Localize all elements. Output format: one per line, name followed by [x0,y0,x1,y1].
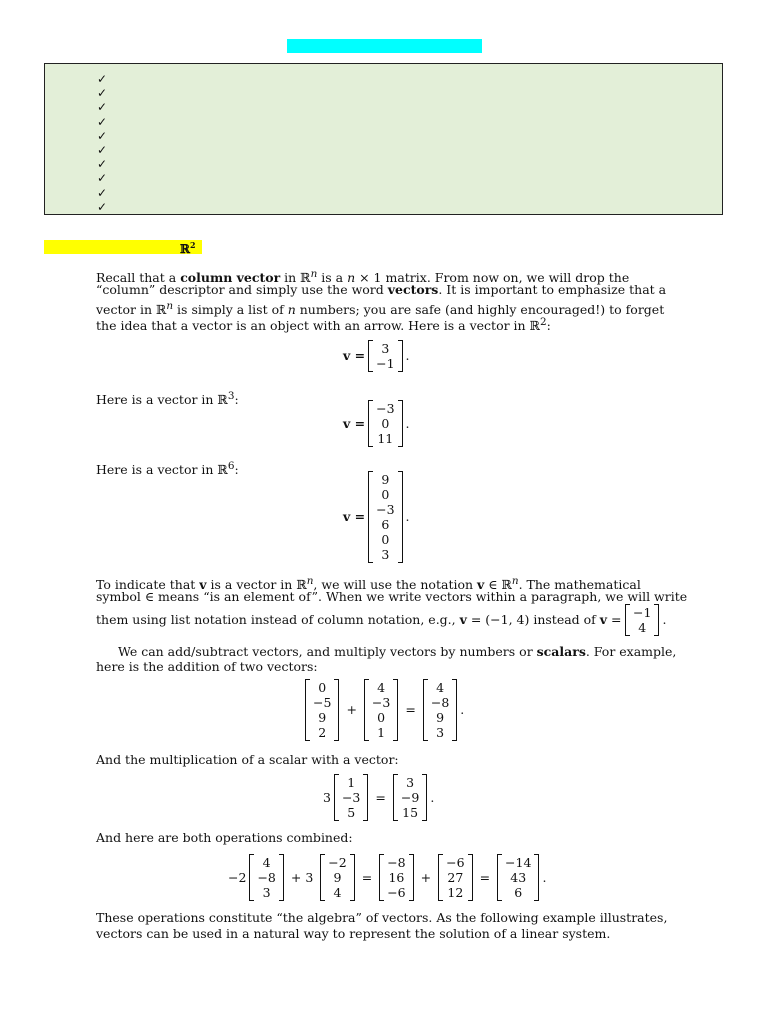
matrix-entry: −1 [633,605,652,620]
matrix-entry: 3 [381,547,390,562]
matrix [364,679,398,741]
equation-r2-vector: v = 3 −1 . [343,341,410,371]
equation-r6-vector: v = 9 0 −3 6 0 3 . [343,472,410,562]
matrix-entry: −8 [430,695,450,710]
matrix [368,400,402,447]
matrix [334,774,368,821]
intro-line-1: Recall that a column vector in ℝ$^n$ is a n × 1 matrix. From now on, we will drop the [96,268,630,286]
intro-line-4: the idea that a vector is an object with an arrow. Here is a vector in ℝ$^2$: [96,316,551,334]
matrix-entry: −8 [387,855,406,870]
matrix-entry: 0 [381,487,390,502]
combined-intro-text: And here are both operations combined: [96,830,353,845]
matrix-entry: −3 [371,695,391,710]
matrix-entry: −6 [387,885,406,900]
notation-line-3: them using list notation instead of column notation, e.g., v = (−1, 4) instead of v = [96,612,622,627]
matrix [368,340,402,372]
matrix-entry: 9 [318,710,327,725]
intro-line-3: vector in ℝ$^n$ is simply a list of n numbers; you are safe (and highly encouraged!) to forget [96,300,665,318]
title-highlight-bar [287,39,482,53]
matrix-entry: −2 [328,855,347,870]
checkmark-icon: ✓ [97,171,108,186]
matrix-entry: 9 [436,710,445,725]
matrix-entry: 3 [262,885,271,900]
matrix-entry: 0 [381,416,390,431]
matrix [625,604,659,636]
matrix-entry: 4 [436,680,445,695]
section-highlight-bar [44,240,202,254]
checkmark-icon: ✓ [97,142,108,157]
matrix-entry: −14 [505,855,532,870]
matrix-entry: 6 [381,517,390,532]
checkmark-icon: ✓ [97,128,108,143]
matrix-entry: −1 [376,356,395,371]
operations-line-1: We can add/subtract vectors, and multiply vectors by numbers or scalars. For example, [118,644,677,659]
objectives-panel [44,63,723,215]
notation-line-2: symbol ∈ means “is an element of”. When we write vectors within a paragraph, we will write [96,589,688,604]
matrix-entry: 43 [510,870,527,885]
closing-line-2: vectors can be used in a natural way to represent the solution of a linear system. [96,926,611,941]
equation-r3-vector: v = −3 0 11 . [343,401,410,446]
matrix [368,471,402,563]
notation-line-1: To indicate that v is a vector in ℝ$^n$, we will use the notation v ∈ ℝ$^n$. The mathematical [96,575,641,593]
matrix-entry: 0 [377,710,386,725]
r3-intro-text: Here is a vector in ℝ$^3$: [96,390,239,408]
checkmark-icon: ✓ [97,86,108,101]
matrix-entry: 27 [447,870,464,885]
matrix-entry: −3 [376,401,395,416]
matrix-entry: 9 [333,870,342,885]
matrix-entry: −5 [313,695,332,710]
scalar-intro-text: And the multiplication of a scalar with a vector: [96,752,399,767]
matrix-entry: 5 [347,805,356,820]
matrix-entry: −9 [400,790,420,805]
matrix-entry: −6 [446,855,465,870]
matrix-entry: 15 [402,805,419,820]
matrix-entry: 11 [377,431,394,446]
matrix-entry: 3 [406,775,415,790]
matrix-entry: 9 [381,472,390,487]
checkmark-icon: ✓ [97,185,108,200]
matrix-entry: −8 [257,870,276,885]
matrix [305,679,339,741]
checkmark-icon: ✓ [97,100,108,115]
checkmark-icon: ✓ [97,114,108,129]
equation-combined-operations: −2 4 −8 3 + 3 −2 9 4 = −8 16 −6 + −6 27 12 = −14 43 6 . [228,855,547,900]
matrix-entry: 4 [262,855,271,870]
matrix-entry: 3 [381,341,390,356]
intro-line-2: “column” descriptor and simply use the word vectors. It is important to emphasize that a [96,282,667,297]
operations-line-2: here is the addition of two vectors: [96,659,318,674]
matrix-entry: −3 [341,790,361,805]
matrix [438,854,472,901]
equation-scalar-multiplication: 3 1 −3 5 = 3 −9 15 . [323,775,435,820]
matrix-entry: 12 [447,885,464,900]
r6-intro-text: Here is a vector in ℝ$^6$: [96,460,239,478]
matrix [497,854,539,901]
equation-vector-addition: 0 −5 9 2 + 4 −3 0 1 = 4 −8 9 3 . [302,679,464,741]
matrix-entry: 1 [347,775,356,790]
matrix-entry: 0 [381,532,390,547]
matrix-entry: −3 [376,502,395,517]
closing-line-1: These operations constitute “the algebra” of vectors. As the following example illustrates, [96,910,668,925]
matrix-entry: 6 [514,885,523,900]
matrix-entry: 1 [377,725,386,740]
matrix-entry: 4 [333,885,342,900]
matrix-entry: 0 [318,680,327,695]
matrix [249,854,283,901]
matrix-entry: 3 [436,725,445,740]
matrix [379,854,413,901]
matrix-entry: 2 [318,725,327,740]
matrix [320,854,354,901]
checkmark-icon: ✓ [97,199,108,214]
matrix [423,679,457,741]
matrix [393,774,427,821]
checklist [97,72,107,214]
matrix-entry: 4 [638,620,647,635]
checkmark-icon: ✓ [97,72,108,86]
section-heading: ℝ$^2$ [180,240,196,256]
inline-vector: −1 4 . [622,604,666,636]
matrix-entry: 4 [377,680,386,695]
matrix-entry: 16 [388,870,405,885]
checkmark-icon: ✓ [97,157,108,172]
